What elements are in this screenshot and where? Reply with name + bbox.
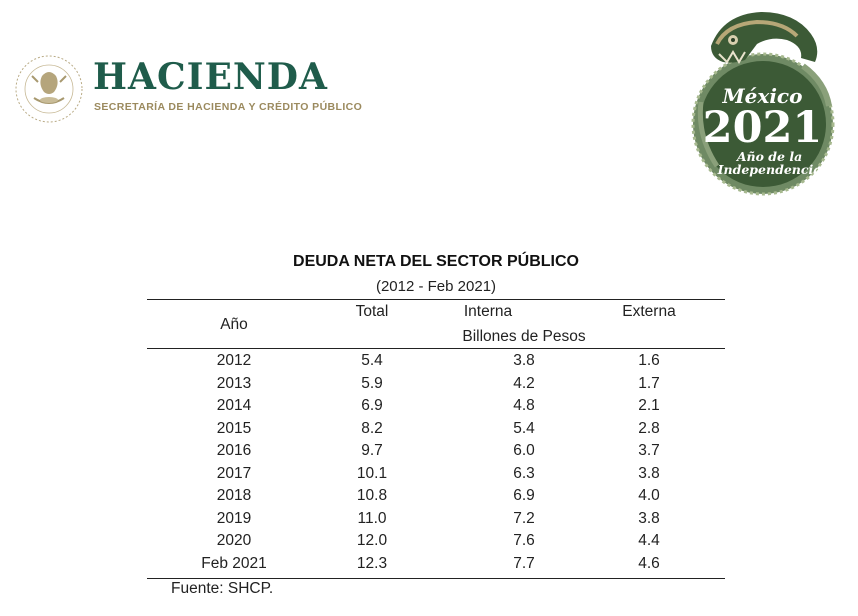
cell-year: 2013 <box>216 374 252 392</box>
badge-motto-line1: Año de la <box>736 149 803 164</box>
cell-external: 3.8 <box>638 509 660 527</box>
cell-internal: 7.7 <box>513 554 535 572</box>
cell-internal: 6.3 <box>513 464 535 482</box>
header-bottom-rule <box>147 348 725 349</box>
brand-subtitle: SECRETARÍA DE HACIENDA Y CRÉDITO PÚBLICO <box>94 101 363 113</box>
cell-year: 2012 <box>216 352 252 369</box>
table-row <box>147 351 725 374</box>
cell-total: 5.4 <box>361 352 383 369</box>
cell-year: 2014 <box>216 397 252 414</box>
table-row <box>147 509 725 532</box>
cell-total: 11.0 <box>357 509 387 527</box>
cell-external: 3.8 <box>638 464 660 482</box>
badge-motto-line2: Independencia <box>717 162 822 177</box>
header-units: Billones de Pesos <box>462 328 586 345</box>
cell-total: 5.9 <box>361 374 383 392</box>
cell-external: 4.0 <box>638 487 660 504</box>
table-row <box>147 419 725 442</box>
cell-internal: 7.2 <box>513 509 535 527</box>
cell-year: 2018 <box>216 487 252 504</box>
header-internal: Interna <box>463 303 513 320</box>
cell-internal: 3.8 <box>513 352 535 369</box>
source-note: Fuente: SHCP. <box>171 580 274 597</box>
cell-year: 2016 <box>216 442 252 459</box>
cell-total: 12.3 <box>356 554 388 572</box>
table-row <box>147 464 725 487</box>
cell-external: 2.1 <box>638 397 660 414</box>
cell-external: 3.7 <box>638 442 660 459</box>
cell-year: 2017 <box>216 464 252 482</box>
cell-internal: 4.8 <box>513 397 535 414</box>
table-title: DEUDA NETA DEL SECTOR PÚBLICO <box>293 253 579 270</box>
table-row <box>147 374 725 397</box>
table-bottom-rule <box>147 578 725 579</box>
cell-total: 10.8 <box>356 487 388 504</box>
cell-internal: 7.6 <box>513 532 535 549</box>
header-total: Total <box>355 303 389 320</box>
table-row <box>147 554 725 577</box>
cell-year: 2020 <box>216 532 252 549</box>
table-row <box>147 486 725 509</box>
table-row <box>147 531 725 554</box>
cell-internal: 6.0 <box>513 442 535 459</box>
table-subtitle: (2012 - Feb 2021) <box>375 278 497 295</box>
table-row <box>147 441 725 464</box>
cell-total: 8.2 <box>361 419 383 437</box>
header-year: Año <box>220 316 248 333</box>
header-external: Externa <box>622 303 676 320</box>
cell-year: 2015 <box>216 419 252 437</box>
cell-internal: 4.2 <box>513 374 535 392</box>
cell-total: 6.9 <box>361 397 383 414</box>
badge-country: México <box>722 84 803 108</box>
cell-external: 4.6 <box>638 554 660 572</box>
cell-year: 2019 <box>216 509 252 527</box>
brand-title: HACIENDA <box>93 56 328 98</box>
cell-total: 9.7 <box>361 442 383 459</box>
cell-external: 1.7 <box>638 374 660 392</box>
national-seal-logo <box>12 52 86 126</box>
cell-external: 1.6 <box>638 352 660 369</box>
cell-external: 2.8 <box>638 419 660 437</box>
badge-motto <box>712 150 827 176</box>
cell-internal: 6.9 <box>513 487 535 504</box>
cell-total: 10.1 <box>356 464 388 482</box>
table-body <box>147 351 725 576</box>
table-top-rule <box>147 299 725 300</box>
badge-year: 2021 <box>702 103 823 153</box>
cell-year: Feb 2021 <box>201 554 267 572</box>
table-row <box>147 396 725 419</box>
cell-external: 4.4 <box>638 532 660 549</box>
cell-total: 12.0 <box>356 532 388 549</box>
cell-internal: 5.4 <box>513 419 535 437</box>
